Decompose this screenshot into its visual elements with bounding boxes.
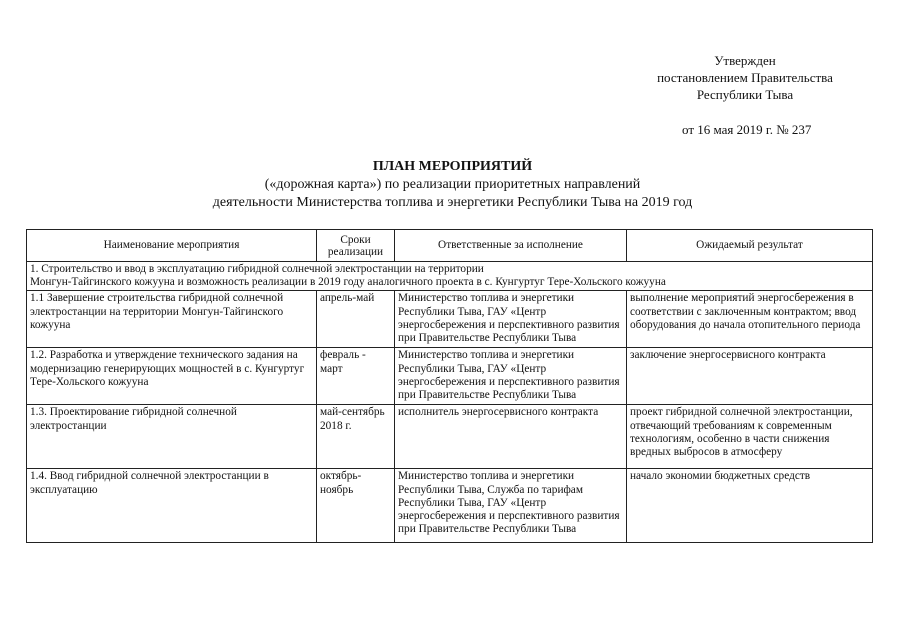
document-subtitle-1: («дорожная карта») по реализации приоритетных направлений — [264, 177, 641, 192]
header-responsible: Ответственные за исполнение — [395, 230, 627, 262]
row-result: заключение энергосервисного контракта — [627, 348, 873, 405]
approval-line-3: Республики Тыва — [696, 87, 794, 102]
section-heading-line-2: Монгун-Тайгинского кожууна и возможность реализации в 2019 году аналогичного проекта в с. Кунгуртуг Тере-Хольского кожууна — [30, 276, 666, 289]
document-title: ПЛАН МЕРОПРИЯТИЙ — [372, 159, 533, 174]
approval-block — [620, 52, 870, 103]
section-heading-line-1: 1. Строительство и ввод в эксплуатацию гибридной солнечной электростанции на территории — [30, 263, 484, 275]
row-term: февраль - март — [317, 348, 395, 405]
section-row — [27, 262, 873, 291]
row-responsible: Министерство топлива и энергетики Республики Тыва, Служба по тарифам Республики Тыва, ГАУ «Центр энергосбережения и перспективного развития при Правительстве Республики Тыва — [395, 469, 627, 543]
table-row — [27, 348, 873, 405]
row-name: 1.2. Разработка и утверждение технического задания на модернизацию генерирующих мощностей в с. Кунгуртуг Тере-Хольского кожууна — [27, 348, 317, 405]
table-row — [27, 291, 873, 348]
header-term: Сроки реализации — [317, 230, 395, 262]
table-header-row — [27, 230, 873, 262]
row-responsible: исполнитель энергосервисного контракта — [395, 405, 627, 469]
plan-table — [26, 229, 873, 543]
approval-line-2: постановлением Правительства — [657, 70, 833, 85]
row-responsible: Министерство топлива и энергетики Республики Тыва, ГАУ «Центр энергосбережения и перспективного развития при Правительстве Республики Тыва — [395, 348, 627, 405]
row-result: выполнение мероприятий энергосбережения в соответствии с заключенным контрактом; ввод оборудования до начала отопительного периода — [627, 291, 873, 348]
section-heading — [27, 262, 873, 291]
row-result: начало экономии бюджетных средств — [627, 469, 873, 543]
row-result: проект гибридной солнечной электростанции, отвечающий требованиям к современным технологиям, особенно в части снижения вредных выбросов в атмосферу — [627, 405, 873, 469]
approval-line-1: Утвержден — [714, 53, 776, 68]
row-term: май-сентябрь 2018 г. — [317, 405, 395, 469]
table-row — [27, 469, 873, 543]
row-name: 1.1 Завершение строительства гибридной солнечной электростанции на территории Монгун-Тайгинского кожууна — [27, 291, 317, 348]
row-name: 1.3. Проектирование гибридной солнечной электростанции — [27, 405, 317, 469]
header-name: Наименование мероприятия — [27, 230, 317, 262]
row-term: октябрь-ноябрь — [317, 469, 395, 543]
approval-date: от 16 мая 2019 г. № 237 — [682, 122, 812, 137]
document-subtitle-2: деятельности Министерства топлива и энергетики Республики Тыва на 2019 год — [212, 195, 693, 210]
table-row — [27, 405, 873, 469]
row-responsible: Министерство топлива и энергетики Республики Тыва, ГАУ «Центр энергосбережения и перспективного развития при Правительстве Республики Тыва — [395, 291, 627, 348]
header-result: Ожидаемый результат — [627, 230, 873, 262]
row-name: 1.4. Ввод гибридной солнечной электростанции в эксплуатацию — [27, 469, 317, 543]
document-title-block — [0, 158, 905, 212]
row-term: апрель-май — [317, 291, 395, 348]
